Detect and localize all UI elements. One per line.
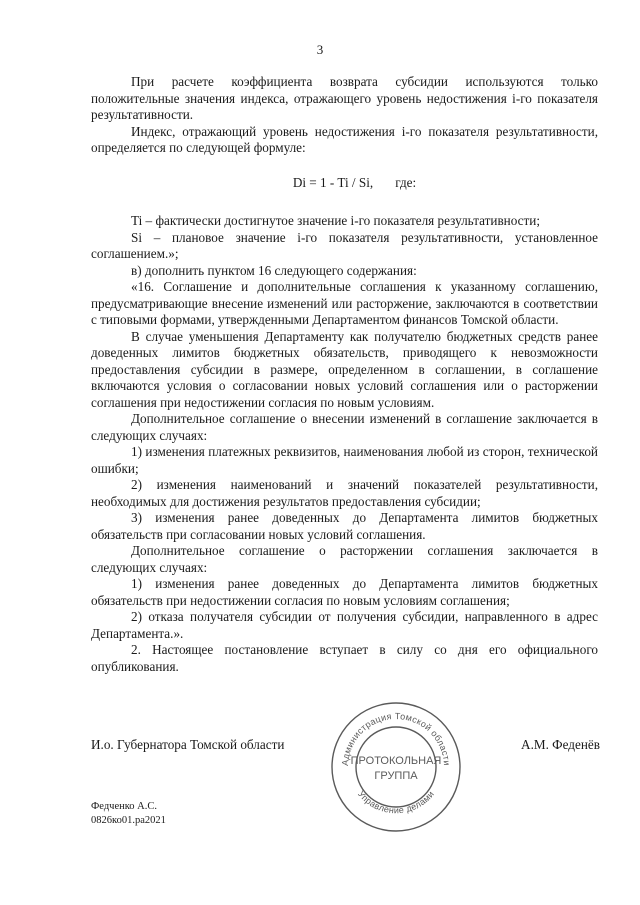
paragraph: Дополнительное соглашение о внесении изменений в соглашение заключается в следующих случаях: [91, 411, 598, 443]
footer-author: Федченко А.С. [91, 801, 157, 812]
seal-ring-bottom-path: Управление делами [355, 788, 437, 816]
paragraph: Дополнительное соглашение о расторжении соглашения заключается в следующих случаях: [91, 543, 598, 575]
document-body [91, 74, 598, 675]
paragraph: «16. Соглашение и дополнительные соглашения к указанному соглашению, предусматривающие внесение изменений или расторжение, заключаются в соответствии с типовыми формами, утвержденными Департаментом финансов Томской области. [91, 279, 598, 327]
seal-ring-top-path: Администрация Томской области [339, 710, 453, 767]
formula-where: где: [395, 174, 417, 190]
paragraph: В случае уменьшения Департаменту как получателю бюджетных средств ранее доведенных лимитов бюджетных обязательств, приводящего к невозможности предоставления субсидии в размере, определенном в соглашении, в соглашение включаются условия о согласовании новых условий соглашения или о расторжении соглашения при недостижении согласия по новым условиям. [91, 328, 598, 410]
list-item: 1) изменения ранее доведенных до Департамента лимитов бюджетных обязательств при недостижении согласия по новым условиям соглашения; [91, 576, 598, 608]
signatory-title: И.о. Губернатора Томской области [91, 737, 285, 752]
definition-si: Si – плановое значение i-го показателя результативности, установленное соглашением.»; [91, 229, 598, 261]
paragraph: При расчете коэффициента возврата субсидии используются только положительные значения индекса, отражающего уровень недостижения i-го показателя результативности. [91, 74, 598, 122]
formula [91, 175, 598, 192]
paragraph: в) дополнить пунктом 16 следующего содержания: [131, 262, 417, 278]
formula-expression: Di = 1 - Ti / Si, [292, 174, 374, 190]
signatory-name: А.М. Феденёв [521, 737, 600, 752]
page-number: 3 [316, 42, 324, 57]
list-item: 2) изменения наименований и значений показателей результативности, необходимых для достижения результатов предоставления субсидии; [91, 477, 598, 509]
list-item: 3) изменения ранее доведенных до Департамента лимитов бюджетных обязательств при согласовании новых условий соглашения. [91, 510, 598, 542]
footer [91, 800, 166, 828]
list-item: 2) отказа получателя субсидии от получения субсидии, направленного в адрес Департамента.». [91, 609, 598, 641]
seal-ring-bottom-text [356, 789, 436, 815]
seal-center-line-2: ГРУППА [374, 770, 418, 782]
definition-ti: Ti – фактически достигнутое значение i-го показателя результативности; [131, 213, 540, 228]
list-item: 1) изменения платежных реквизитов, наименования любой из сторон, технической ошибки; [91, 444, 598, 476]
footer-code: 0826ко01.ра2021 [91, 815, 166, 826]
seal-center-line-1: ПРОТОКОЛЬНАЯ [350, 755, 442, 767]
seal-stamp [326, 697, 466, 837]
paragraph: 2. Настоящее постановление вступает в силу со дня его официального опубликования. [91, 642, 598, 674]
paragraph: Индекс, отражающий уровень недостижения i-го показателя результативности, определяется по следующей формуле: [91, 123, 598, 155]
